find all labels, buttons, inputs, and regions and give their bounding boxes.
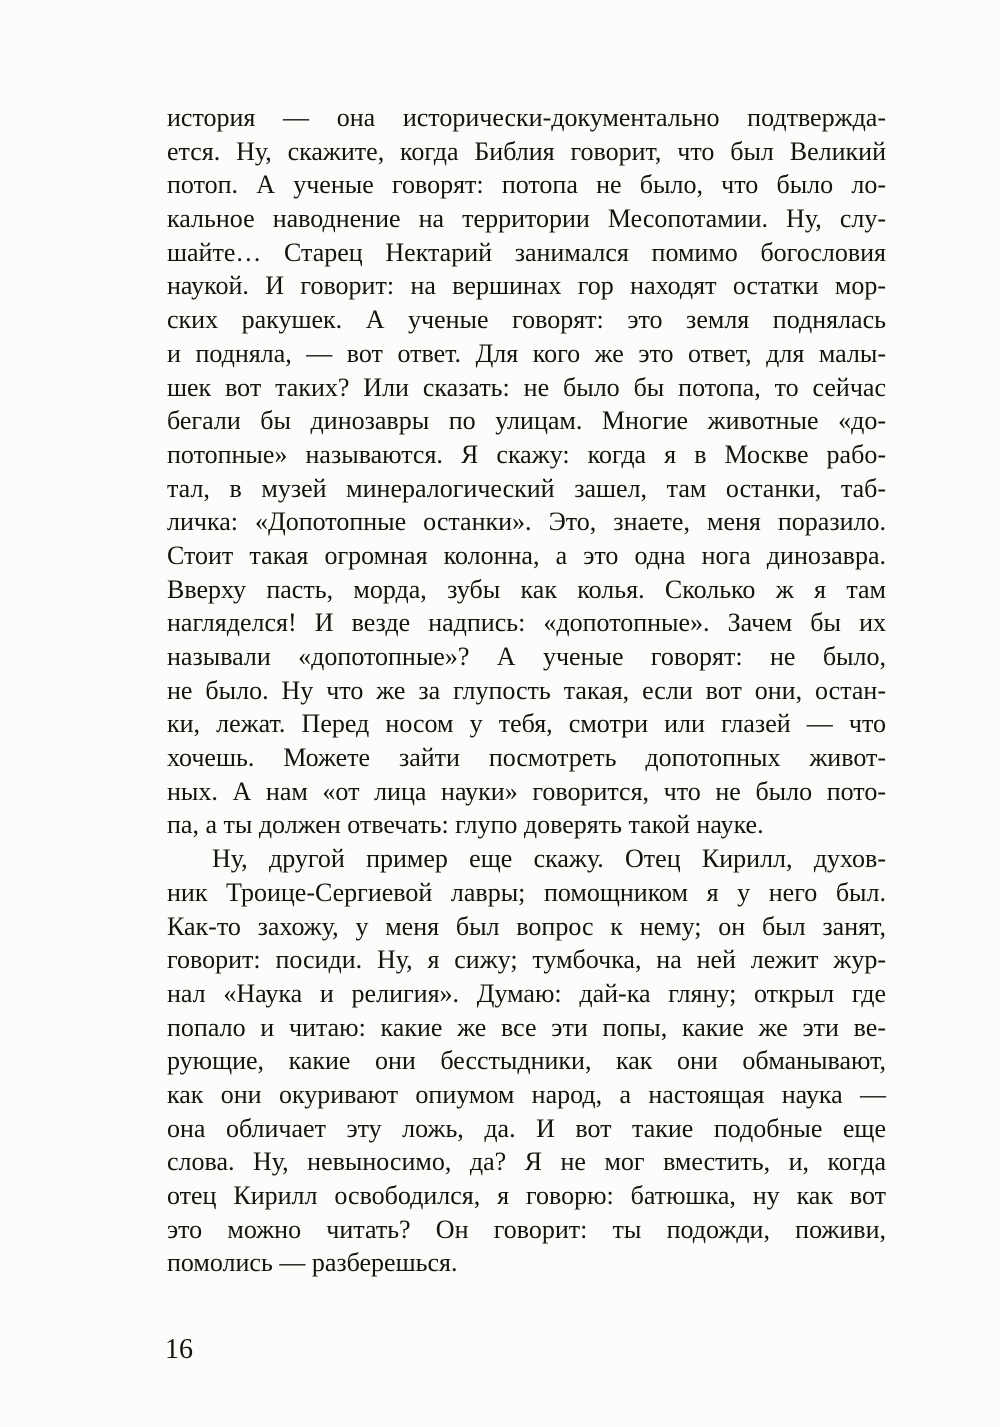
text-line: наукой. И говорит: на вершинах гор находят остатки мор- — [167, 271, 886, 301]
text-line: она обличает эту ложь, да. И вот такие подобные еще — [167, 1113, 886, 1143]
text-line: Вверху пасть, морда, зубы как колья. Сколько ж я там — [167, 574, 886, 604]
text-line: потопные» называются. Я скажу: когда я в Москве рабо- — [167, 439, 886, 469]
text-line: рующие, какие они бесстыдники, как они обманывают, — [167, 1046, 886, 1076]
text-line: шек вот таких? Или сказать: не было бы потопа, то сейчас — [167, 372, 886, 402]
text-line: Ну, другой пример еще скажу. Отец Кирилл, духов- — [212, 844, 886, 874]
text-line: нагляделся! И везде надпись: «допотопные». Зачем бы их — [167, 608, 886, 638]
text-line: и подняла, — вот ответ. Для кого же это ответ, для малы- — [167, 338, 886, 368]
text-block — [167, 101, 886, 1280]
text-line: это можно читать? Он говорит: ты подожди, поживи, — [167, 1214, 886, 1244]
text-line: па, а ты должен отвечать: глупо доверять такой науке. — [167, 810, 764, 840]
text-line: ки, лежат. Перед носом у тебя, смотри или глазей — что — [167, 709, 886, 739]
text-line: попало и читаю: какие же все эти попы, какие же эти ве- — [167, 1012, 886, 1042]
text-line: кальное наводнение на территории Месопотамии. Ну, слу- — [167, 204, 886, 234]
text-line: нал «Наука и религия». Думаю: дай-ка гляну; открыл где — [167, 978, 886, 1008]
text-line: не было. Ну что же за глупость такая, если вот они, остан- — [167, 675, 886, 705]
text-line: называли «допотопные»? А ученые говорят: не было, — [167, 642, 886, 671]
text-line: хочешь. Можете зайти посмотреть допотопных живот- — [167, 743, 886, 773]
text-line: история — она исторически-документально подтвержда- — [167, 103, 886, 132]
text-line: бегали бы динозавры по улицам. Многие животные «до- — [167, 406, 886, 436]
text-line: ских ракушек. А ученые говорят: это земля поднялась — [167, 305, 886, 335]
text-line: слова. Ну, невыносимо, да? Я не мог вместить, и, когда — [167, 1147, 886, 1177]
page-number: 16 — [165, 1334, 193, 1365]
text-line: потоп. А ученые говорят: потопа не было, что было ло- — [167, 170, 886, 200]
text-line: шайте… Старец Нектарий занимался помимо богословия — [167, 237, 886, 267]
text-line: отец Кирилл освободился, я говорю: батюшка, ну как вот — [167, 1181, 886, 1210]
text-line: ных. А нам «от лица науки» говорится, что не было пото- — [167, 776, 886, 806]
text-line: ник Троице-Сергиевой лавры; помощником я у него был. — [167, 877, 886, 907]
text-line: Как-то захожу, у меня был вопрос к нему; он был занят, — [167, 911, 886, 941]
text-line: говорит: посиди. Ну, я сижу; тумбочка, на ней лежит жур- — [167, 945, 886, 975]
text-line: помолись — разберешься. — [167, 1248, 458, 1278]
text-line: ется. Ну, скажите, когда Библия говорит, что был Великий — [167, 136, 886, 166]
text-line: Стоит такая огромная колонна, а это одна нога динозавра. — [167, 540, 886, 570]
text-line: личка: «Допотопные останки». Это, знаете, меня поразило. — [167, 507, 886, 537]
text-line: тал, в музей минералогический зашел, там останки, таб- — [167, 473, 886, 503]
text-line: как они окуривают опиумом народ, а настоящая наука — — [167, 1079, 886, 1109]
